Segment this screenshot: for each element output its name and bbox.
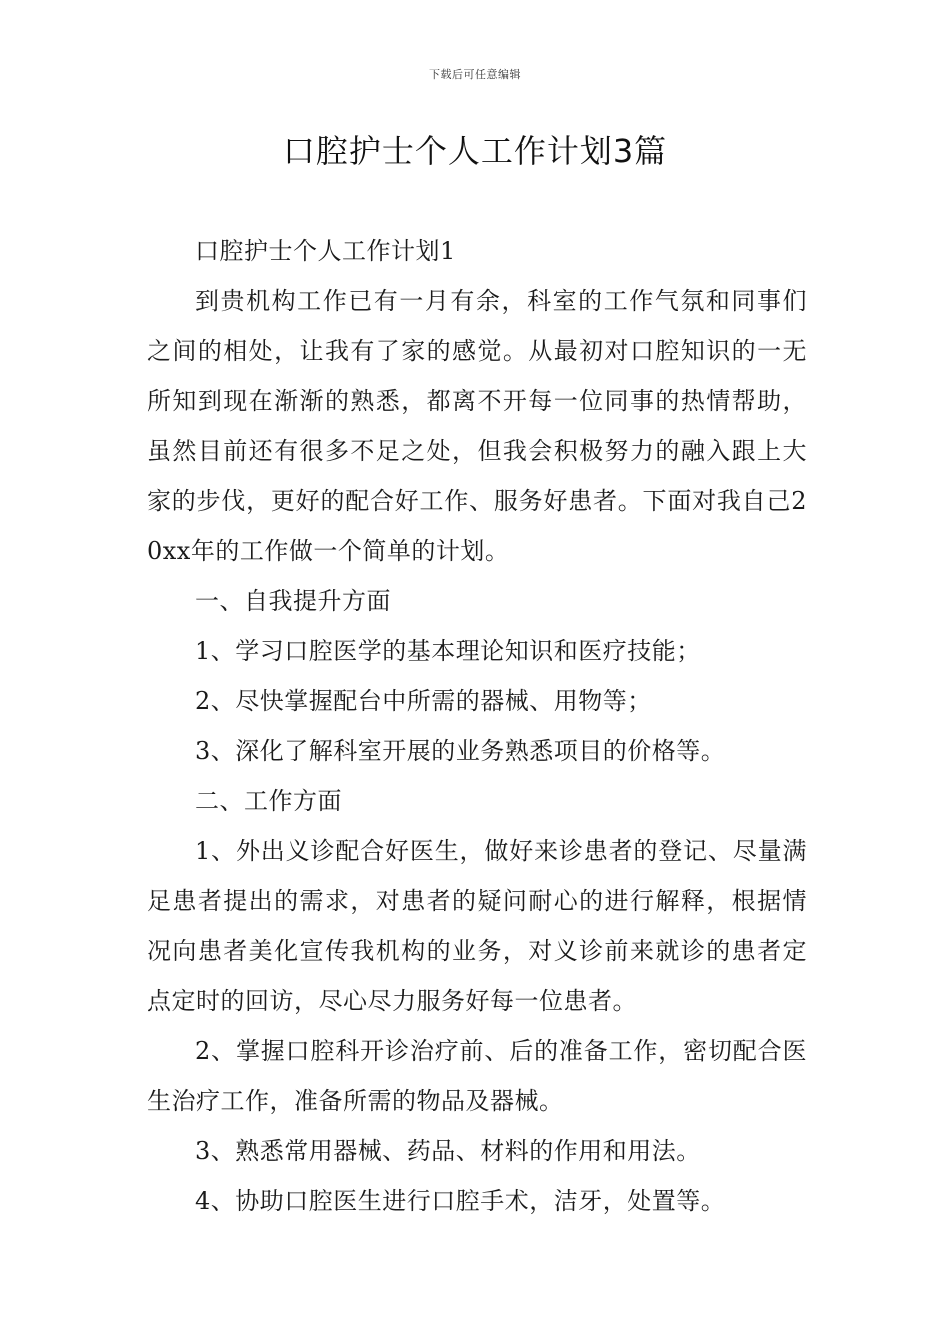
header-note: 下载后可任意编辑 xyxy=(429,68,521,81)
list-item: 4、协助口腔医生进行口腔手术，洁牙，处置等。 xyxy=(195,1187,726,1215)
list-item: 3、深化了解科室开展的业务熟悉项目的价格等。 xyxy=(195,737,726,765)
list-item: 2、尽快掌握配台中所需的器械、用物等； xyxy=(195,687,652,715)
list-item: 1、学习口腔医学的基本理论知识和医疗技能； xyxy=(195,637,701,665)
list-item: 2、掌握口腔科开诊治疗前、后的准备工作，密切配合医生治疗工作，准备所需的物品及器械。 xyxy=(147,1037,807,1115)
list-item: 3、熟悉常用器械、药品、材料的作用和用法。 xyxy=(195,1137,701,1165)
body-paragraph: 到贵机构工作已有一月有余，科室的工作气氛和同事们之间的相处，让我有了家的感觉。从最初对口腔知识的一无所知到现在渐渐的熟悉，都离不开每一位同事的热情帮助，虽然目前还有很多不足之处，但我会积极努力的融入跟上大家的步伐，更好的配合好工作、服务好患者。下面对我自己20xx年的工作做一个简单的计划。 xyxy=(147,287,807,565)
subsection-heading: 二、工作方面 xyxy=(195,787,342,815)
document-body xyxy=(147,226,807,1226)
section-heading: 口腔护士个人工作计划1 xyxy=(195,237,456,265)
subsection-heading: 一、自我提升方面 xyxy=(195,587,391,615)
document-title: 口腔护士个人工作计划3篇 xyxy=(282,132,668,170)
list-item: 1、外出义诊配合好医生，做好来诊患者的登记、尽量满足患者提出的需求，对患者的疑问耐心的进行解释，根据情况向患者美化宣传我机构的业务，对义诊前来就诊的患者定点定时的回访，尽心尽力服务好每一位患者。 xyxy=(147,837,807,1015)
